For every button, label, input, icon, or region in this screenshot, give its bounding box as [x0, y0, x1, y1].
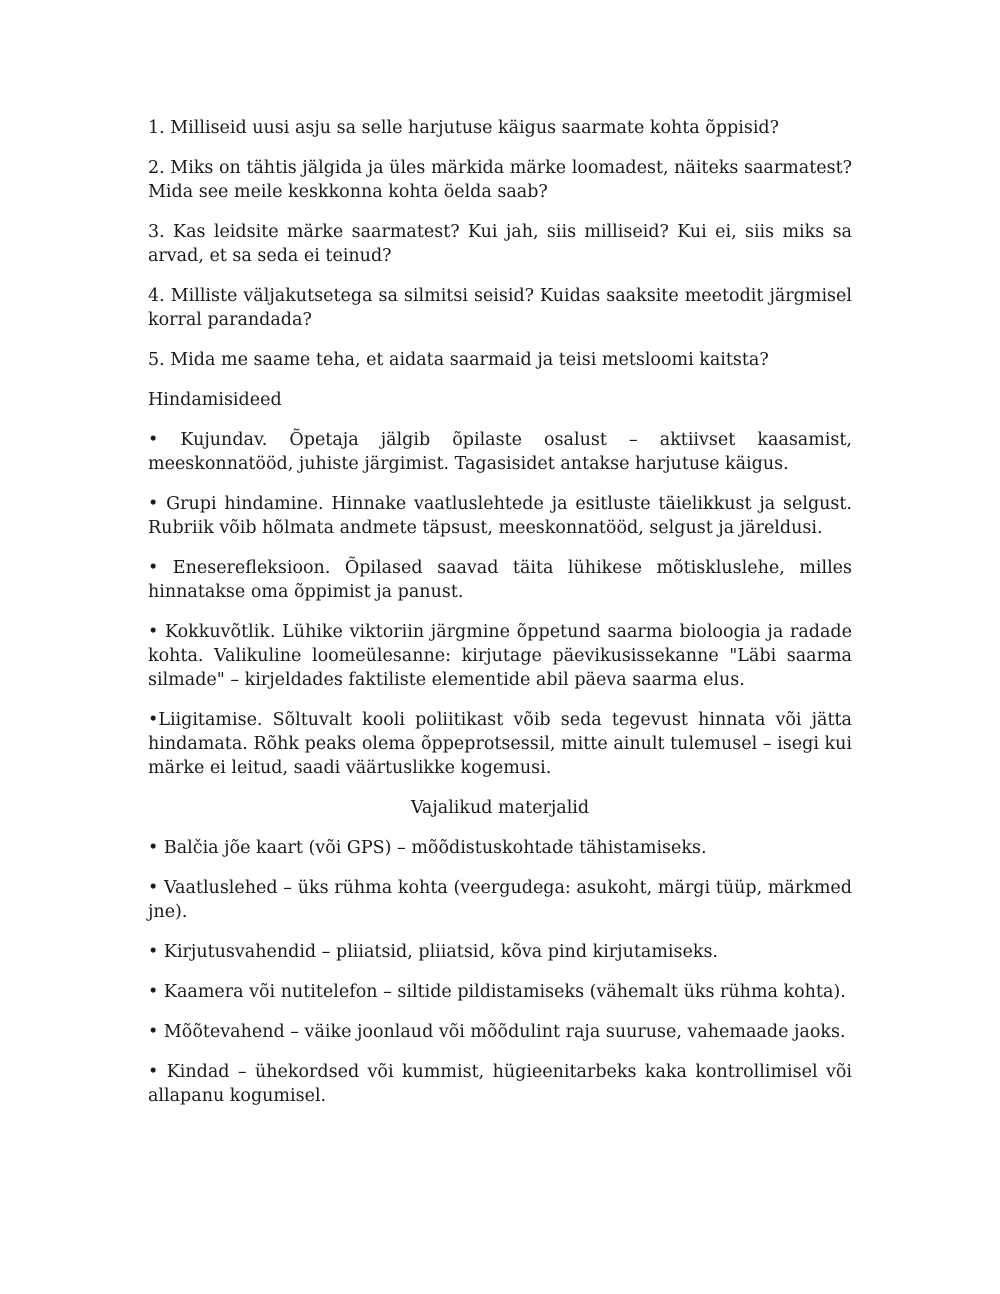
question-5: 5. Mida me saame teha, et aidata saarmaid ja teisi metsloomi kaitsta? — [148, 350, 769, 370]
assessment-section — [148, 388, 852, 780]
question-1: 1. Milliseid uusi asju sa selle harjutuse käigus saarmate kohta õppisid? — [148, 118, 779, 138]
assessment-item-group: • Grupi hindamine. Hinnake vaatluslehtede ja esitluste täielikkust ja selgust. Rubriik võib hõlmata andmete täpsust, meeskonnatööd, selgust ja järeldusi. — [148, 494, 852, 538]
question-3: 3. Kas leidsite märke saarmatest? Kui jah, siis milliseid? Kui ei, siis miks sa arvad, et sa seda ei teinud? — [148, 222, 852, 266]
materials-item-map: • Balčia jõe kaart (või GPS) – mõõdistuskohtade tähistamiseks. — [148, 838, 707, 858]
assessment-item-summative: • Kokkuvõtlik. Lühike viktoriin järgmine õppetund saarma bioloogia ja radade kohta. Valikuline loomeülesanne: kirjutage päevikusissekanne "Läbi saarma silmade" – kirjeldades faktiliste elementide abil päeva saarma elus. — [148, 622, 852, 690]
materials-item-measuring-tool: • Mõõtevahend – väike joonlaud või mõõdulint raja suuruse, vahemaade jaoks. — [148, 1022, 846, 1042]
materials-item-observation-sheets: • Vaatluslehed – üks rühma kohta (veergudega: asukoht, märgi tüüp, märkmed jne). — [148, 878, 852, 922]
materials-item-camera: • Kaamera või nutitelefon – siltide pildistamiseks (vähemalt üks rühma kohta). — [148, 982, 846, 1002]
assessment-item-self-reflection: • Eneserefleksioon. Õpilased saavad täita lühikese mõtiskluslehe, milles hinnatakse oma õppimist ja panust. — [148, 558, 852, 602]
question-2: 2. Miks on tähtis jälgida ja üles märkida märke loomadest, näiteks saarmatest? Mida see meile keskkonna kohta öelda saab? — [148, 158, 852, 202]
materials-section — [148, 796, 852, 1108]
assessment-item-grading: •Liigitamise. Sõltuvalt kooli poliitikast võib seda tegevust hinnata või jätta hindamata. Rõhk peaks olema õppeprotsessil, mitte ainult tulemusel – isegi kui märke ei leitud, saadi väärtuslikke kogemusi. — [148, 710, 852, 778]
reflection-questions — [148, 116, 852, 372]
materials-heading: Vajalikud materjalid — [410, 798, 590, 818]
assessment-heading: Hindamisideed — [148, 390, 282, 410]
document-page — [148, 116, 852, 1124]
materials-item-gloves: • Kindad – ühekordsed või kummist, hügieenitarbeks kaka kontrollimisel või allapanu kogumisel. — [148, 1062, 852, 1106]
materials-item-writing-tools: • Kirjutusvahendid – pliiatsid, pliiatsid, kõva pind kirjutamiseks. — [148, 942, 718, 962]
assessment-item-formative: • Kujundav. Õpetaja jälgib õpilaste osalust – aktiivset kaasamist, meeskonnatööd, juhiste järgimist. Tagasisidet antakse harjutuse käigus. — [148, 430, 852, 474]
question-4: 4. Milliste väljakutsetega sa silmitsi seisid? Kuidas saaksite meetodit järgmisel korral parandada? — [148, 286, 852, 330]
